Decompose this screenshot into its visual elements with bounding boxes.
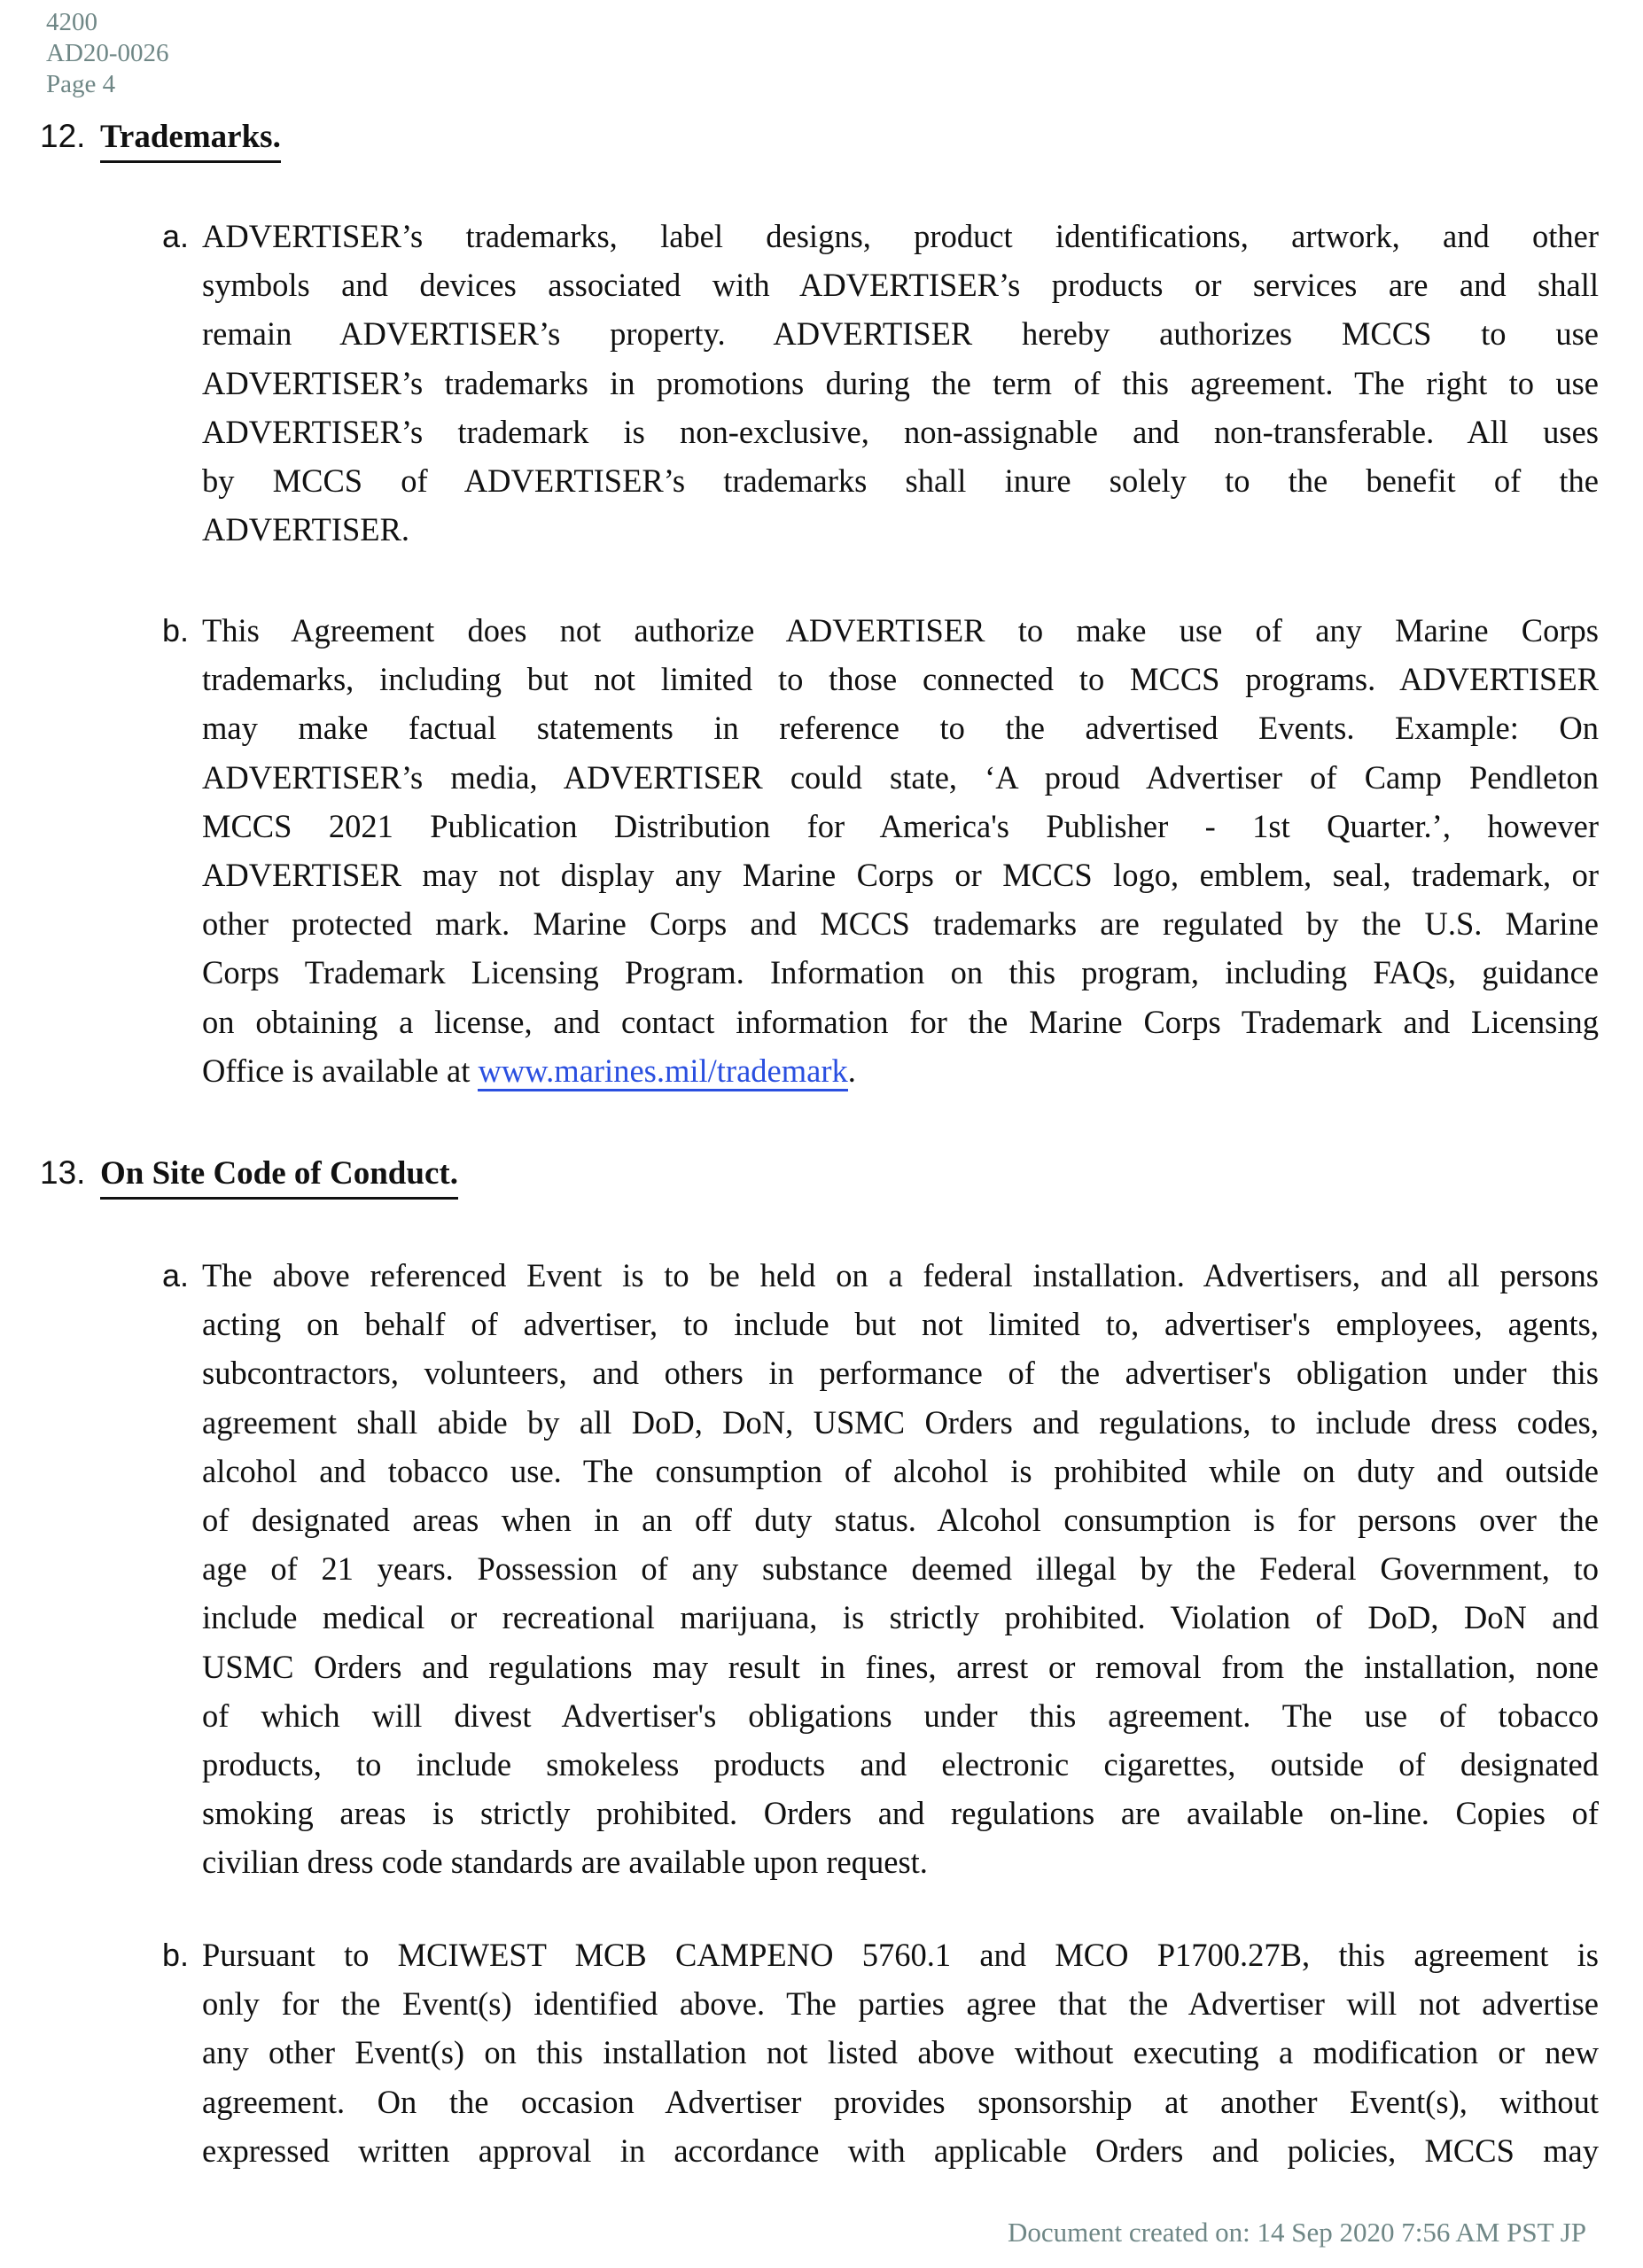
- text-line: may make factual statements in reference to the advertised Events. Example: On: [202, 710, 1599, 747]
- text-line: ADVERTISER’s trademarks, label designs, product identifications, artwork, and other: [202, 218, 1599, 254]
- paragraph-marker: b.: [162, 612, 190, 649]
- text-line: subcontractors, volunteers, and others in performance of the advertiser's obligation under this: [202, 1355, 1599, 1392]
- text-line: include medical or recreational marijuana, is strictly prohibited. Violation of DoD, DoN and: [202, 1599, 1599, 1636]
- text-line: smoking areas is strictly prohibited. Orders and regulations are available on-line. Copies of: [202, 1795, 1599, 1832]
- text-line: MCCS 2021 Publication Distribution for America's Publisher - 1st Quarter.’, however: [202, 807, 1599, 844]
- text-line: ADVERTISER’s trademarks in promotions during the term of this agreement. The right to use: [202, 364, 1599, 401]
- page-number: Page 4: [46, 70, 116, 98]
- paragraph-13a: [162, 1251, 1599, 1886]
- section-number: 13.: [40, 1154, 86, 1191]
- text-line: This Agreement does not authorize ADVERTISER to make use of any Marine Corps: [202, 612, 1599, 649]
- text-fragment: .: [847, 1052, 856, 1089]
- text-line: by MCCS of ADVERTISER’s trademarks shall inure solely to the benefit of the: [202, 462, 1599, 499]
- text-line: alcohol and tobacco use. The consumption of alcohol is prohibited while on duty and outside: [202, 1452, 1599, 1489]
- text-line: USMC Orders and regulations may result in fines, arrest or removal from the installation, none: [202, 1648, 1599, 1685]
- text-line: other protected mark. Marine Corps and MCCS trademarks are regulated by the U.S. Marine: [202, 905, 1599, 943]
- text-line: any other Event(s) on this installation not listed above without executing a modification or new: [202, 2034, 1599, 2071]
- document-created-footer: Document created on: 14 Sep 2020 7:56 AM PST JP: [1008, 2217, 1586, 2248]
- text-line: of which will divest Advertiser's obligations under this agreement. The use of tobacco: [202, 1697, 1599, 1734]
- trademark-link[interactable]: www.marines.mil/trademark: [478, 1052, 847, 1091]
- text-line: Corps Trademark Licensing Program. Information on this program, including FAQs, guidance: [202, 954, 1599, 991]
- section-title: On Site Code of Conduct.: [100, 1154, 458, 1200]
- text-line: trademarks, including but not limited to those connected to MCCS programs. ADVERTISER: [202, 661, 1599, 698]
- text-line: age of 21 years. Possession of any substance deemed illegal by the Federal Government, to: [202, 1550, 1599, 1588]
- text-line: of designated areas when in an off duty status. Alcohol consumption is for persons over the: [202, 1501, 1599, 1538]
- text-fragment: Office is available at: [202, 1052, 479, 1089]
- text-line: products, to include smokeless products and electronic cigarettes, outside of designated: [202, 1745, 1599, 1783]
- text-line: ADVERTISER’s media, ADVERTISER could state, ‘A proud Advertiser of Camp Pendleton: [202, 758, 1599, 796]
- text-line: [202, 1046, 1599, 1095]
- text-line: only for the Event(s) identified above. The parties agree that the Advertiser will not advertise: [202, 1985, 1599, 2023]
- section-12-heading: [40, 118, 281, 163]
- paragraph-marker: b.: [162, 1937, 190, 1973]
- text-line: agreement shall abide by all DoD, DoN, USMC Orders and regulations, to include dress codes,: [202, 1403, 1599, 1441]
- text-line: Pursuant to MCIWEST MCB CAMPENO 5760.1 and MCO P1700.27B, this agreement is: [202, 1937, 1599, 1973]
- paragraph-marker: a.: [162, 218, 190, 254]
- text-line: remain ADVERTISER’s property. ADVERTISER hereby authorizes MCCS to use: [202, 315, 1599, 353]
- text-line: ADVERTISER.: [202, 511, 410, 548]
- text-line: agreement. On the occasion Advertiser provides sponsorship at another Event(s), without: [202, 2083, 1599, 2120]
- section-title: Trademarks.: [100, 118, 281, 163]
- paragraph-12a: [162, 212, 1599, 554]
- text-line: civilian dress code standards are available upon request.: [202, 1844, 928, 1881]
- paragraph-13b: [162, 1930, 1599, 2175]
- document-number: 4200: [46, 8, 97, 36]
- text-line: ADVERTISER may not display any Marine Corps or MCCS logo, emblem, seal, trademark, or: [202, 856, 1599, 893]
- document-id: AD20-0026: [46, 39, 169, 67]
- paragraph-marker: a.: [162, 1257, 190, 1293]
- section-13-heading: [40, 1154, 458, 1200]
- text-line: ADVERTISER’s trademark is non-exclusive, non-assignable and non-transferable. All uses: [202, 413, 1599, 450]
- text-line: symbols and devices associated with ADVERTISER’s products or services are and shall: [202, 267, 1599, 304]
- text-line: on obtaining a license, and contact information for the Marine Corps Trademark and Licensing: [202, 1003, 1599, 1040]
- text-line: acting on behalf of advertiser, to include but not limited to, advertiser's employees, agents,: [202, 1306, 1599, 1343]
- paragraph-12b: [162, 606, 1599, 1095]
- section-number: 12.: [40, 118, 86, 154]
- text-line: The above referenced Event is to be held on a federal installation. Advertisers, and all persons: [202, 1257, 1599, 1293]
- document-header: [46, 7, 169, 100]
- text-line: expressed written approval in accordance with applicable Orders and policies, MCCS may: [202, 2132, 1599, 2169]
